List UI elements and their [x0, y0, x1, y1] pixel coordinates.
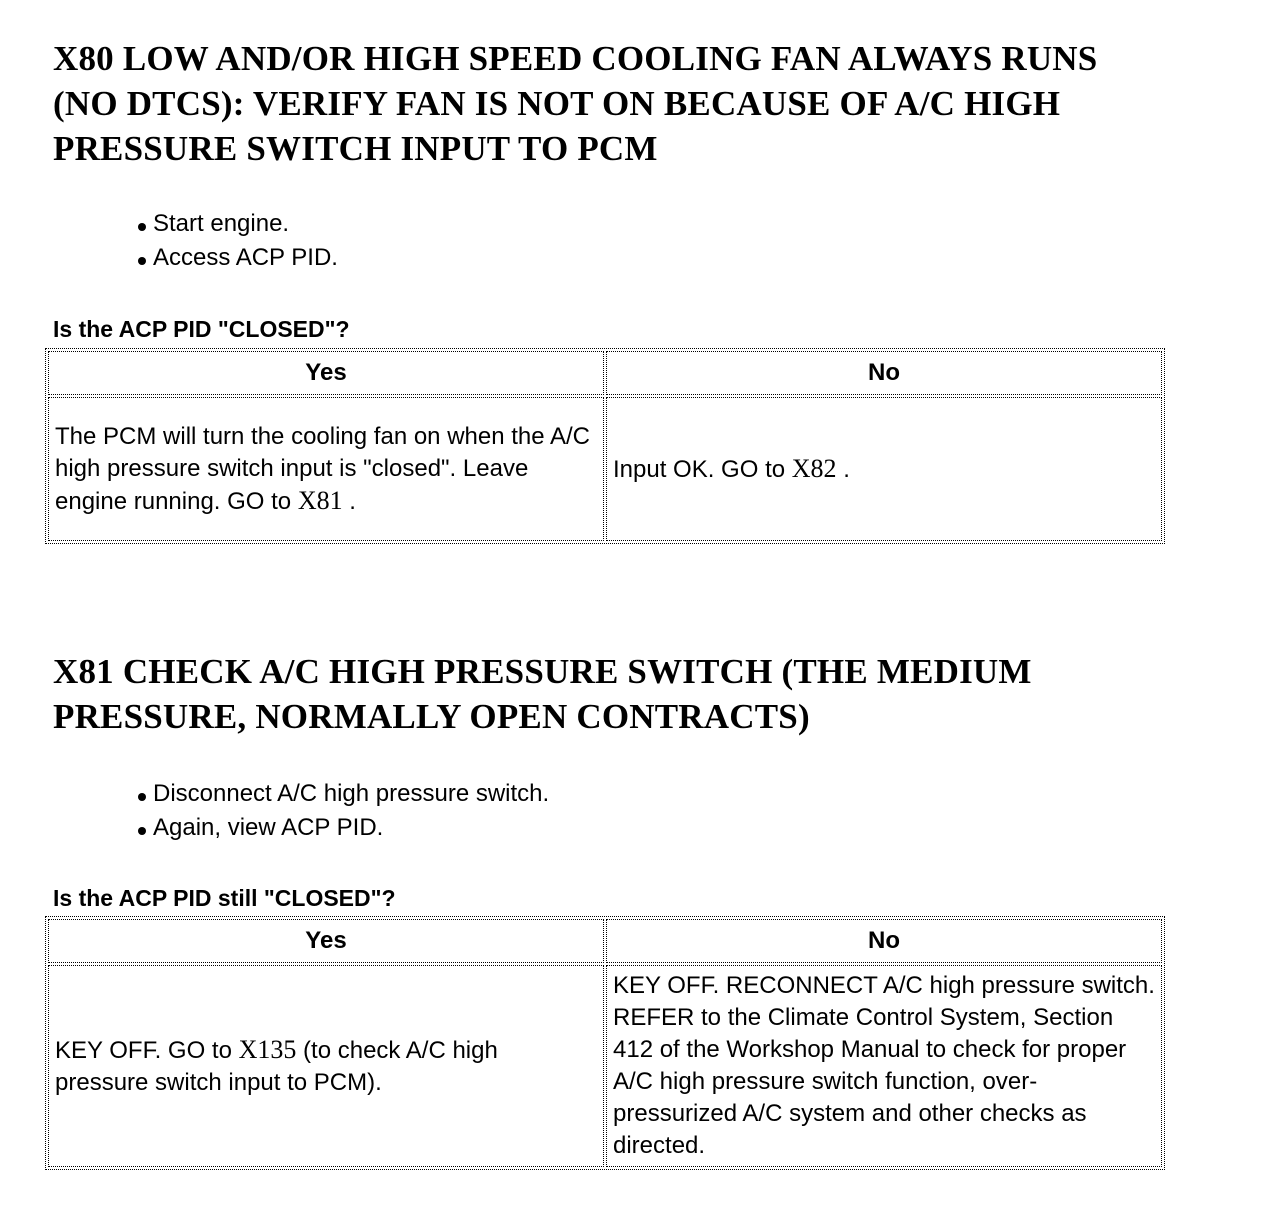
heading-line: PRESSURE, NORMALLY OPEN CONTRACTS)	[53, 697, 810, 736]
step-heading	[53, 649, 1032, 739]
step-instructions	[136, 777, 549, 845]
heading-line: X80 LOW AND/OR HIGH SPEED COOLING FAN ALWAYS RUNS	[53, 39, 1098, 78]
decision-question: Is the ACP PID still "CLOSED"?	[53, 885, 396, 911]
decision-table	[45, 348, 1165, 544]
yes-column-header: Yes	[48, 351, 604, 395]
answer-text: Input OK. GO to	[613, 455, 792, 483]
no-answer	[606, 965, 1162, 1167]
instruction-item: Start engine.	[136, 207, 338, 241]
answer-text: KEY OFF. RECONNECT A/C high pressure switch. REFER to the Climate Control System, Section 412 of the Workshop Manual to check for proper A/C high pressure switch function, over-pressurized A/C system and other checks as directed.	[613, 972, 1155, 1159]
heading-line: X81 CHECK A/C HIGH PRESSURE SWITCH (THE MEDIUM	[53, 652, 1032, 691]
yes-answer	[48, 397, 604, 541]
instruction-item: Disconnect A/C high pressure switch.	[136, 777, 549, 811]
decision-table	[45, 916, 1165, 1170]
no-column-header: No	[606, 351, 1162, 395]
step-link-x82[interactable]: X82	[791, 453, 837, 483]
instruction-item: Again, view ACP PID.	[136, 811, 549, 845]
step-heading	[53, 36, 1097, 171]
instruction-item: Access ACP PID.	[136, 241, 338, 275]
heading-line: (NO DTCS): VERIFY FAN IS NOT ON BECAUSE OF A/C HIGH	[53, 84, 1061, 123]
yes-answer	[48, 965, 604, 1167]
answer-text: The PCM will turn the cooling fan on when the A/C high pressure switch input is "closed". Leave engine running. GO to	[55, 422, 590, 515]
answer-text: KEY OFF. GO to	[55, 1036, 239, 1064]
step-link-x81[interactable]: X81	[297, 485, 343, 515]
answer-text-end: .	[342, 487, 356, 515]
answer-text-end: (to check A/C high pressure switch input to PCM).	[55, 1036, 498, 1096]
yes-column-header: Yes	[48, 919, 604, 963]
no-answer	[606, 397, 1162, 541]
heading-line: PRESSURE SWITCH INPUT TO PCM	[53, 129, 658, 168]
step-link-x135[interactable]: X135	[238, 1034, 297, 1064]
step-instructions	[136, 207, 338, 275]
answer-text-end: .	[836, 455, 850, 483]
decision-question: Is the ACP PID "CLOSED"?	[53, 316, 350, 342]
no-column-header: No	[606, 919, 1162, 963]
